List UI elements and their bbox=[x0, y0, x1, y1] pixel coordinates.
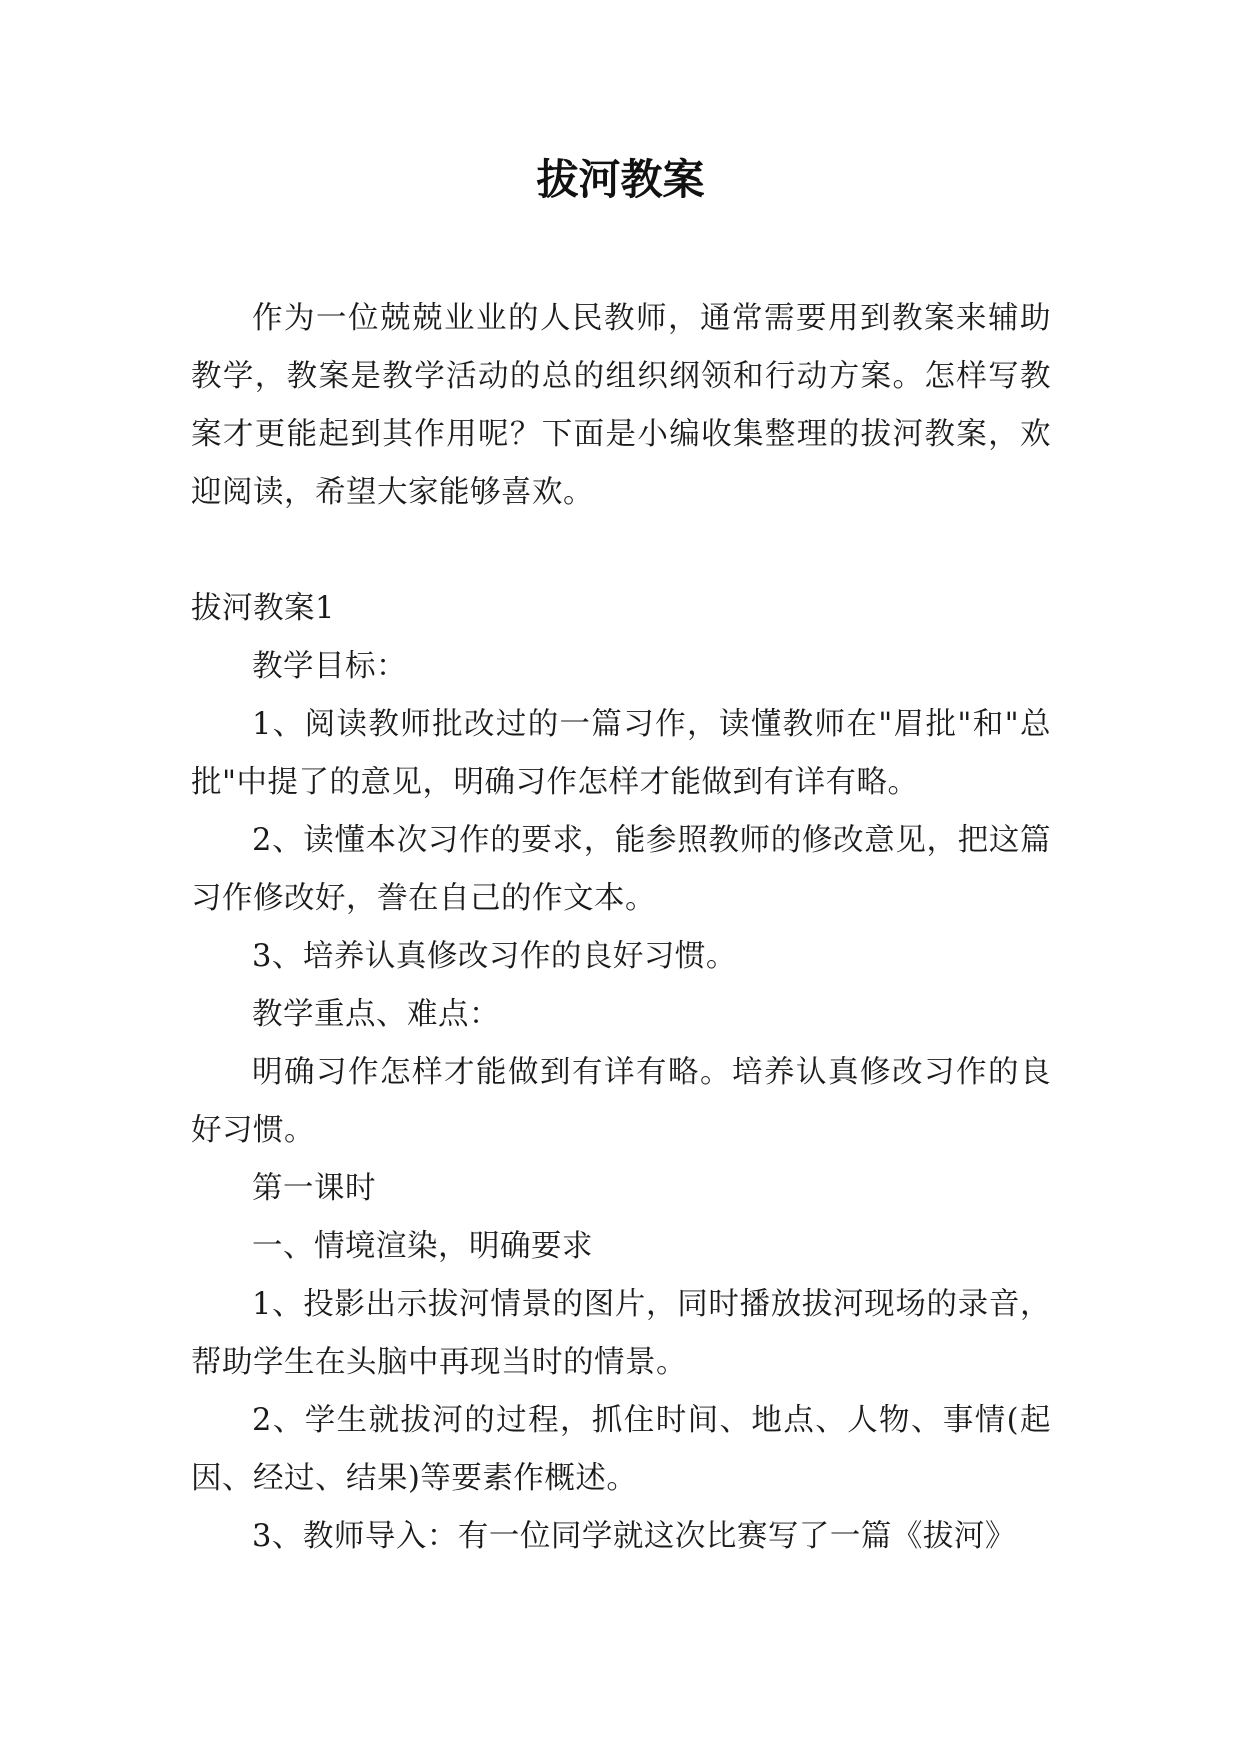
paragraph-step-1-item-2: 2、学生就拔河的过程，抓住时间、地点、人物、事情(起因、经过、结果)等要素作概述。 bbox=[191, 1403, 1051, 1496]
paragraph-step-1-heading: 一、情境渲染，明确要求 bbox=[252, 1229, 593, 1264]
section-heading: 拔河教案1 bbox=[191, 591, 335, 626]
paragraph-goal-1: 1、阅读教师批改过的一篇习作，读懂教师在"眉批"和"总批"中提了的意见，明确习作怎样才能做到有详有略。 bbox=[191, 707, 1051, 800]
paragraph-goal-3: 3、培养认真修改习作的良好习惯。 bbox=[252, 939, 737, 974]
paragraph-goal-2: 2、读懂本次习作的要求，能参照教师的修改意见，把这篇习作修改好，誊在自己的作文本。 bbox=[191, 823, 1051, 916]
paragraph-teaching-goals-label: 教学目标： bbox=[252, 649, 407, 684]
paragraph-key-points-label: 教学重点、难点： bbox=[252, 997, 500, 1032]
document-body bbox=[191, 290, 1051, 1566]
paragraph-step-1-item-1: 1、投影出示拔河情景的图片，同时播放拔河现场的录音，帮助学生在头脑中再现当时的情景。 bbox=[191, 1287, 1051, 1380]
paragraph-first-lesson: 第一课时 bbox=[252, 1171, 376, 1206]
document-title: 拔河教案 bbox=[536, 155, 705, 204]
intro-paragraph: 作为一位兢兢业业的人民教师，通常需要用到教案来辅助教学，教案是教学活动的总的组织纲领和行动方案。怎样写教案才更能起到其作用呢？下面是小编收集整理的拔河教案，欢迎阅读，希望大家能够喜欢。 bbox=[191, 301, 1051, 510]
paragraph-key-points: 明确习作怎样才能做到有详有略。培养认真修改习作的良好习惯。 bbox=[191, 1055, 1051, 1148]
paragraph-step-1-item-3: 3、教师导入：有一位同学就这次比赛写了一篇《拔河》 bbox=[252, 1519, 1016, 1554]
